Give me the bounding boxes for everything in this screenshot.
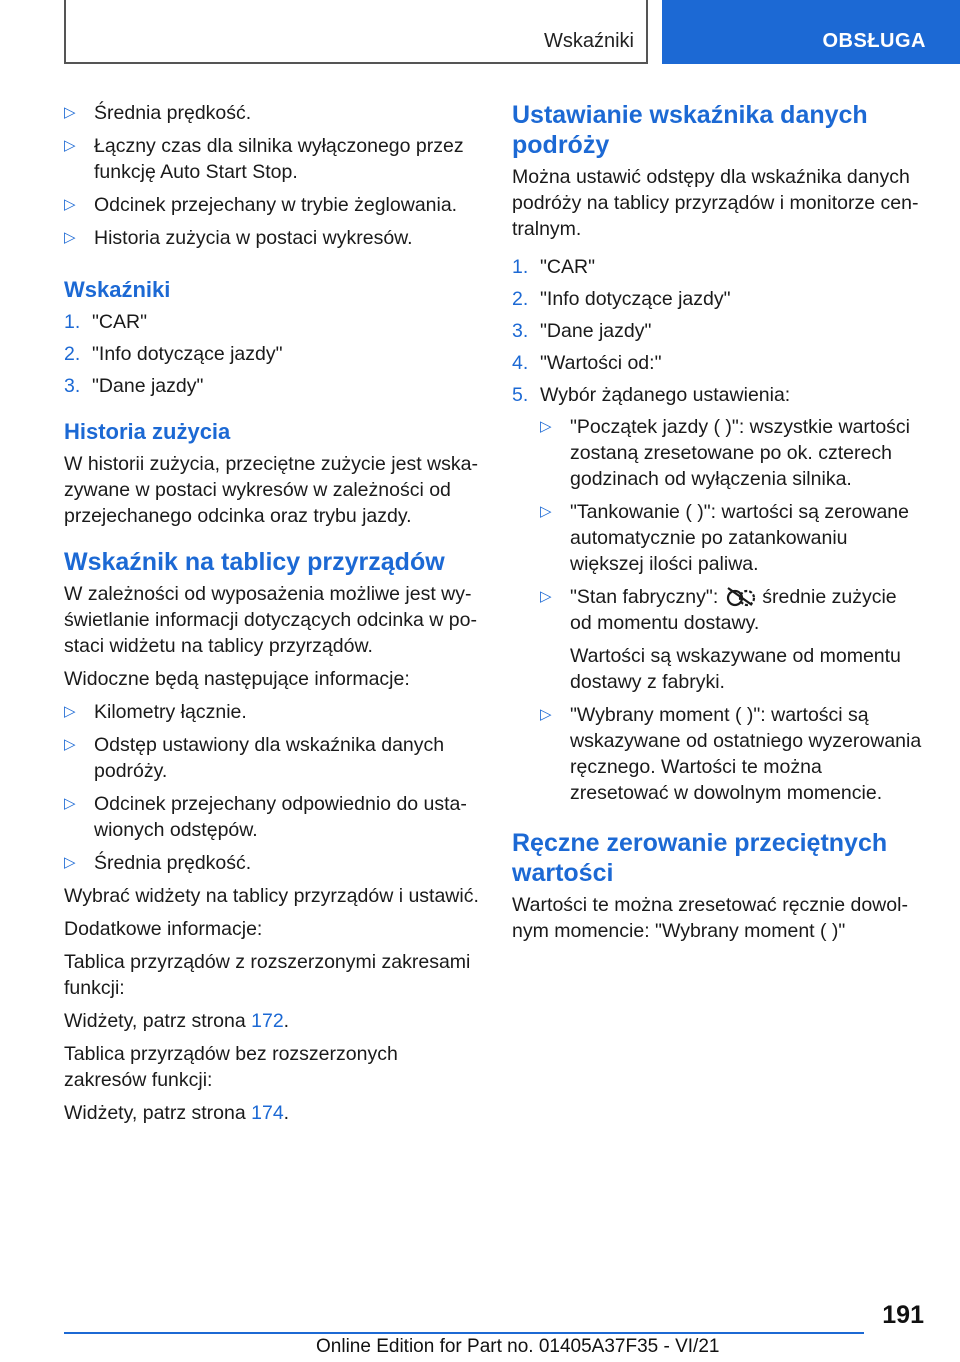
paragraph: Dodatkowe informacje: (64, 918, 263, 940)
list-item: ▷ Średnia prędkość. (64, 102, 252, 124)
list-item: ▷ Odcinek przejechany w trybie żeglowania. (64, 194, 458, 216)
page-link-174[interactable]: 174 (251, 1102, 284, 1124)
running-header (64, 0, 648, 64)
triangle-bullet-icon: ▷ (64, 854, 76, 871)
list-item: 3. "Dane jazdy" (64, 375, 204, 397)
triangle-bullet-icon: ▷ (64, 736, 76, 753)
list-item: 5. Wybór żądanego ustawienia: (512, 384, 791, 406)
paragraph: W historii zużycia, przeciętne zużycie jest wskazywane w postaci wykresów w zależności od przejechanego odcinka oraz trybu jazdy. (64, 453, 478, 527)
triangle-bullet-icon: ▷ (64, 137, 76, 154)
chapter-tab (662, 0, 960, 64)
steps-list (512, 254, 922, 408)
list-item: 4. "Wartości od:" (512, 352, 662, 374)
list-item: ▷ Średnia prędkość. (64, 852, 252, 874)
list-item: ▷ Kilometry łącznie. (64, 701, 247, 723)
paragraph: Wartości są wskazywane od momentu dostawy z fabryki. (570, 645, 901, 693)
triangle-bullet-icon: ▷ (540, 418, 552, 435)
page-reference: Widżety, patrz strona 174. (64, 1102, 290, 1124)
right-column (512, 100, 922, 951)
paragraph: Wartości te można zresetować ręcznie dowolnym momencie: "Wybrany moment ( )" (512, 894, 908, 942)
list-item: 3. "Dane jazdy" (512, 320, 652, 342)
running-header-title: Wskaźniki (543, 30, 634, 52)
section-heading-reczne: Ręczne zerowanie przeciętnych wartości (512, 829, 888, 887)
list-item: 1. "CAR" (512, 256, 596, 278)
options-bullet-list (540, 414, 922, 636)
triangle-bullet-icon: ▷ (540, 588, 552, 605)
paragraph: Wybrać widżety na tablicy przyrządów i ustawić. (64, 885, 479, 907)
paragraph: Widoczne będą następujące informacje: (64, 668, 410, 690)
list-item: ▷ "Początek jazdy ( )": wszystkie wartości zostaną zresetowane po ok. czterech godzinach od wyłączenia silnika. (540, 416, 911, 490)
list-item: ▷ "Stan fabryczny": średnie zużycie od momentu dostawy. (540, 586, 897, 634)
list-item: 2. "Info dotyczące jazdy" (64, 343, 283, 365)
options-bullet-list (540, 702, 922, 806)
page-reference: Widżety, patrz strona 172. (64, 1010, 290, 1032)
edition-footer: Online Edition for Part no. 01405A37F35 - VI/21 (316, 1336, 720, 1357)
intro-bullet-list (64, 100, 482, 251)
list-item: ▷ Historia zużycia w postaci wykresów. (64, 227, 413, 249)
left-column (64, 100, 482, 1133)
triangle-bullet-icon: ▷ (64, 703, 76, 720)
steps-list (64, 309, 482, 399)
chapter-tab-label: OBSŁUGA (822, 30, 926, 52)
list-item: ▷ Łączny czas dla silnika wyłączonego przez funkcję Auto Start Stop. (64, 135, 464, 183)
info-bullet-list (64, 699, 482, 876)
triangle-bullet-icon: ▷ (64, 229, 76, 246)
page-number: 191 (882, 1301, 924, 1329)
paragraph: Można ustawić odstępy dla wskaźnika danych podróży na tablicy przyrządów i monitorze centralnym. (512, 166, 919, 240)
section-heading-historia: Historia zużycia (64, 419, 231, 444)
list-item: ▷ "Tankowanie ( )": wartości są zerowane automatycznie po zatankowaniu większej ilości paliwa. (540, 501, 909, 575)
triangle-bullet-icon: ▷ (540, 503, 552, 520)
paragraph: Tablica przyrządów bez rozszerzonych zakresów funkcji: (64, 1043, 398, 1091)
list-item: ▷ Odcinek przejechany odpowiednio do ustawionych odstępów. (64, 793, 467, 841)
triangle-bullet-icon: ▷ (64, 795, 76, 812)
list-item: 1. "CAR" (64, 311, 148, 333)
triangle-bullet-icon: ▷ (64, 196, 76, 213)
section-heading-tablica: Wskaźnik na tablicy przyrządów (64, 548, 445, 576)
paragraph: W zależności od wyposażenia możliwe jest wyświetlanie informacji dotyczących odcinka w postaci widżetu na tablicy przyrządów. (64, 583, 477, 657)
triangle-bullet-icon: ▷ (64, 104, 76, 121)
list-item: ▷ "Wybrany moment ( )": wartości są wskazywane od ostatniego wyzerowania ręcznego. Wartości te można zresetować w dowolnym momencie. (540, 704, 922, 804)
factory-reset-icon (722, 585, 758, 607)
triangle-bullet-icon: ▷ (540, 706, 552, 723)
section-heading-ustawianie: Ustawianie wskaźnika danych podróży (512, 101, 868, 159)
list-item: 2. "Info dotyczące jazdy" (512, 288, 731, 310)
section-heading-wskazniki: Wskaźniki (64, 277, 171, 302)
page-link-172[interactable]: 172 (251, 1010, 284, 1032)
paragraph: Tablica przyrządów z rozszerzonymi zakresami funkcji: (64, 951, 471, 999)
list-item: ▷ Odstęp ustawiony dla wskaźnika danych podróży. (64, 734, 445, 782)
